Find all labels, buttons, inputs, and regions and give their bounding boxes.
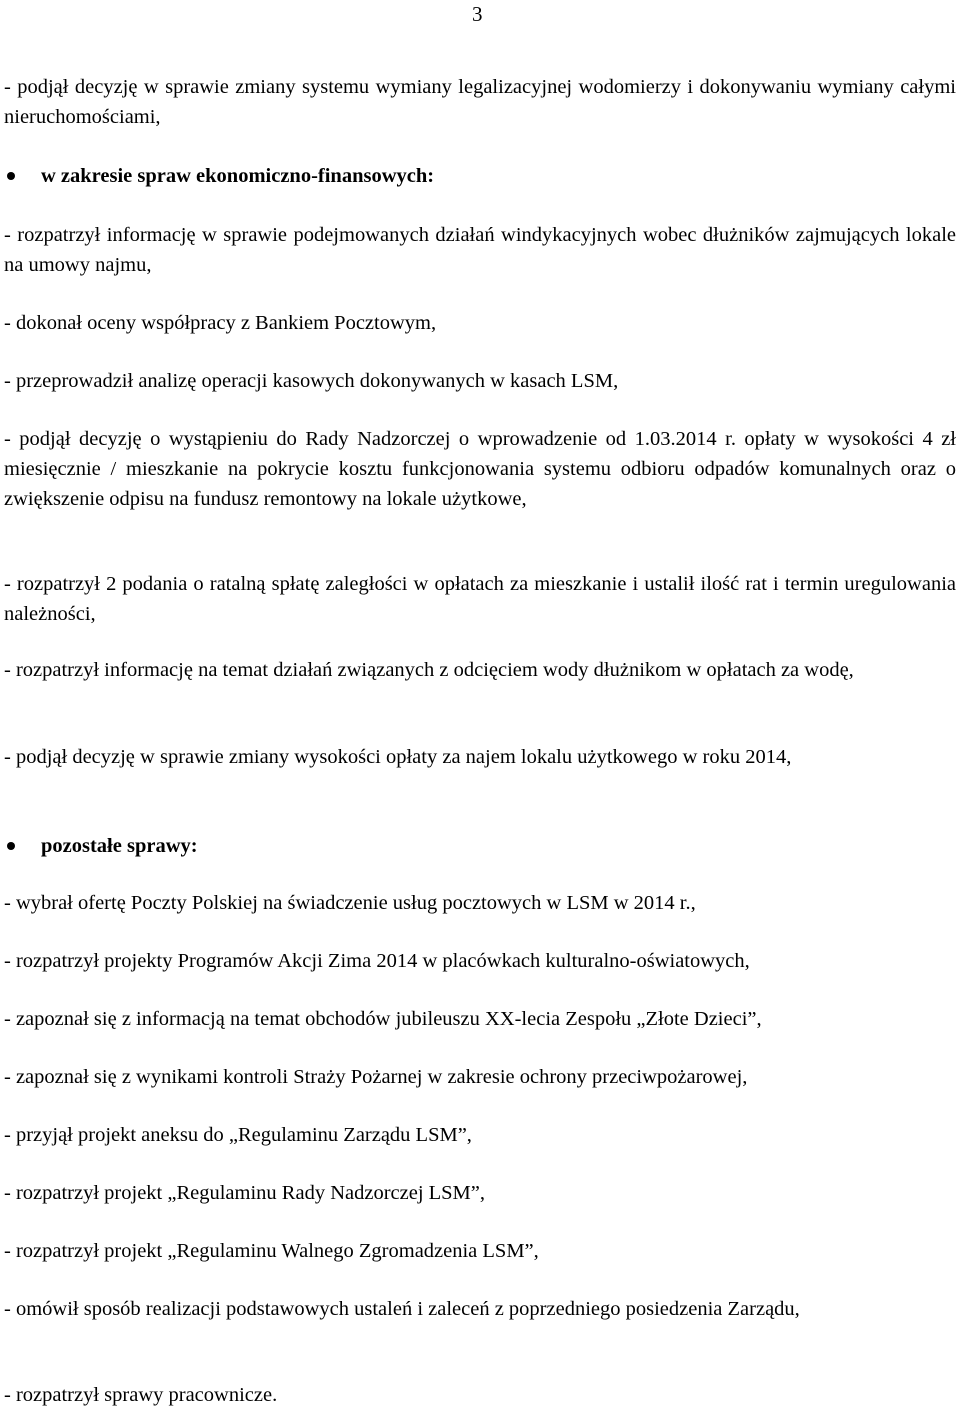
list-item: - rozpatrzył 2 podania o ratalną spłatę zaległości w opłatach za mieszkanie i ustalił ilość rat i termin uregulowania należności, bbox=[4, 573, 956, 625]
list-item: - dokonał oceny współpracy z Bankiem Pocztowym, bbox=[4, 312, 437, 334]
list-item: - rozpatrzył projekt „Regulaminu Walnego Zgromadzenia LSM”, bbox=[4, 1240, 539, 1262]
list-item: - rozpatrzył projekty Programów Akcji Zima 2014 w placówkach kulturalno-oświatowych, bbox=[4, 950, 750, 972]
section-heading-other bbox=[4, 832, 198, 860]
list-item-water-meters: - podjął decyzję w sprawie zmiany systemu wymiany legalizacyjnej wodomierzy i dokonywaniu wymiany całymi nieruchomościami, bbox=[4, 76, 956, 128]
list-item: - zapoznał się z wynikami kontroli Straży Pożarnej w zakresie ochrony przeciwpożarowej, bbox=[4, 1066, 748, 1088]
bullet-icon bbox=[7, 172, 15, 180]
page-number: 3 bbox=[472, 2, 483, 26]
list-item: - podjął decyzję o wystąpieniu do Rady Nadzorczej o wprowadzenie od 1.03.2014 r. opłaty w wysokości 4 zł miesięcznie / mieszkanie na pokrycie kosztu funkcjonowania systemu odbioru odpadów komunalnych oraz o zwiększenie odpisu na fundusz remontowy na lokale użytkowe, bbox=[4, 428, 956, 510]
list-item: - rozpatrzył informację w sprawie podejmowanych działań windykacyjnych wobec dłużników zajmujących lokale na umowy najmu, bbox=[4, 224, 956, 276]
list-item: - wybrał ofertę Poczty Polskiej na świadczenie usług pocztowych w LSM w 2014 r., bbox=[4, 892, 696, 914]
list-item: - rozpatrzył informację na temat działań związanych z odcięciem wody dłużnikom w opłatach za wodę, bbox=[4, 659, 854, 681]
list-item: - zapoznał się z informacją na temat obchodów jubileuszu XX-lecia Zespołu „Złote Dzieci”, bbox=[4, 1008, 762, 1030]
section-heading-economic bbox=[4, 162, 434, 190]
list-item: - rozpatrzył sprawy pracownicze. bbox=[4, 1384, 278, 1406]
list-item: - przeprowadził analizę operacji kasowych dokonywanych w kasach LSM, bbox=[4, 370, 619, 392]
list-item: - podjął decyzję w sprawie zmiany wysokości opłaty za najem lokalu użytkowego w roku 2014, bbox=[4, 746, 792, 768]
list-item: - omówił sposób realizacji podstawowych ustaleń i zaleceń z poprzedniego posiedzenia Zarządu, bbox=[4, 1298, 800, 1320]
section-heading-economic-label: w zakresie spraw ekonomiczno-finansowych: bbox=[41, 165, 435, 187]
bullet-icon bbox=[7, 842, 15, 850]
list-item: - przyjął projekt aneksu do „Regulaminu Zarządu LSM”, bbox=[4, 1124, 472, 1146]
list-item: - rozpatrzył projekt „Regulaminu Rady Nadzorczej LSM”, bbox=[4, 1182, 486, 1204]
section-heading-other-label: pozostałe sprawy: bbox=[41, 835, 198, 857]
